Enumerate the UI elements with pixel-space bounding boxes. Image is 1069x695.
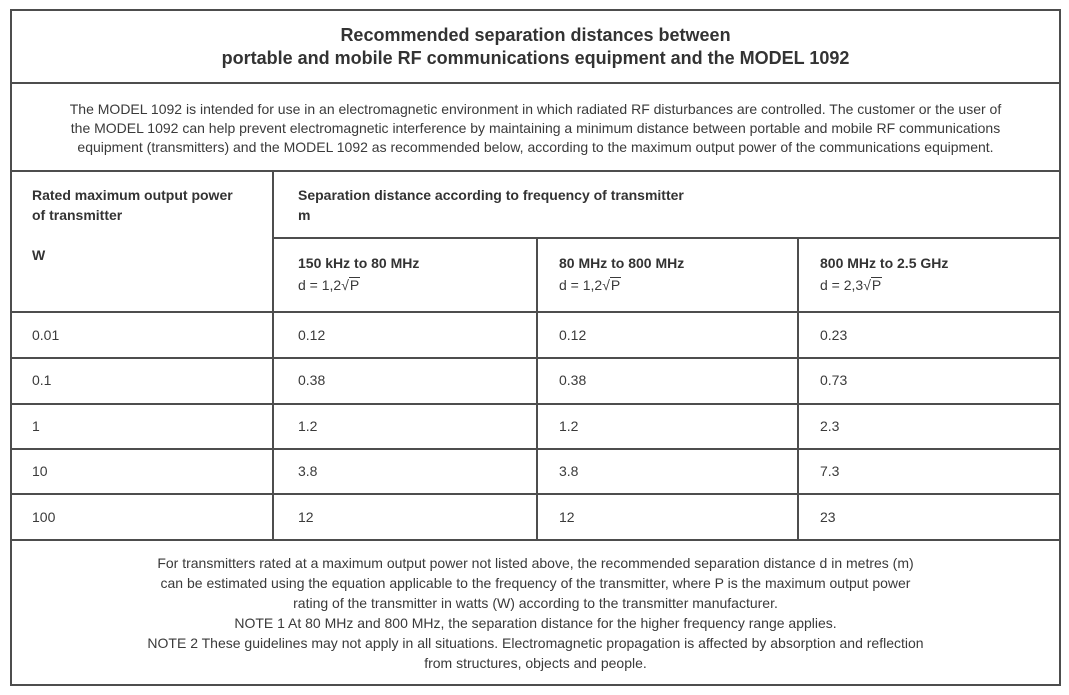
intro-paragraph <box>12 85 1059 171</box>
cell-distance-band-1: 12 <box>298 509 314 525</box>
separation-distance-table <box>10 9 1061 686</box>
divider <box>12 448 1059 450</box>
title-line-2: portable and mobile RF communications equipment and the MODEL 1092 <box>221 48 850 68</box>
cell-distance-band-3: 0.23 <box>820 327 848 343</box>
cell-power: 0.01 <box>32 327 60 343</box>
header-power <box>32 185 262 265</box>
cell-power: 1 <box>32 418 40 434</box>
intro-line-2: the MODEL 1092 can help prevent electromagnetic interference by maintaining a minimum distance between portable and mobile RF communications <box>70 119 1001 136</box>
cell-distance-band-1: 0.12 <box>298 327 326 343</box>
cell-power: 10 <box>32 463 48 479</box>
sqrt-argument: P <box>610 277 621 293</box>
table-title <box>12 11 1059 83</box>
header-distance-group <box>298 185 998 225</box>
cell-distance-band-1: 3.8 <box>298 463 318 479</box>
notes-line-2: can be estimated using the equation applicable to the frequency of the transmitter, where P is the maximum output power <box>160 574 911 591</box>
sqrt-sign: √ <box>602 277 610 293</box>
band-label: 150 kHz to 80 MHz <box>298 255 420 271</box>
note-1: NOTE 1 At 80 MHz and 800 MHz, the separation distance for the higher frequency range applies. <box>234 614 837 631</box>
cell-power: 100 <box>32 509 56 525</box>
cell-distance-band-2: 3.8 <box>559 463 579 479</box>
note-2: NOTE 2 These guidelines may not apply in all situations. Electromagnetic propagation is affected by absorption and reflection <box>147 634 924 651</box>
band-formula <box>298 277 360 293</box>
cell-distance-band-2: 0.12 <box>559 327 587 343</box>
cell-distance-band-3: 7.3 <box>820 463 840 479</box>
cell-distance-band-1: 1.2 <box>298 418 318 434</box>
cell-distance-band-3: 0.73 <box>820 372 848 388</box>
header-power-line-1: Rated maximum output power <box>32 187 233 203</box>
column-divider <box>536 237 538 541</box>
header-band-3 <box>820 255 1050 293</box>
sqrt-symbol <box>602 277 621 293</box>
cell-distance-band-3: 23 <box>820 509 836 525</box>
divider <box>12 357 1059 359</box>
column-divider <box>797 237 799 541</box>
divider <box>12 403 1059 405</box>
intro-line-1: The MODEL 1092 is intended for use in an electromagnetic environment in which radiated RF disturbances are controlled. The customer or the user of <box>69 100 1002 117</box>
note-2-continued: from structures, objects and people. <box>424 654 647 671</box>
cell-distance-band-3: 2.3 <box>820 418 840 434</box>
notes-line-1: For transmitters rated at a maximum output power not listed above, the recommended separation distance d in metres (m) <box>157 554 914 571</box>
header-distance-line-1: Separation distance according to frequency of transmitter <box>298 187 684 203</box>
divider <box>12 82 1059 84</box>
formula-prefix: d = 1,2 <box>298 277 342 293</box>
band-formula <box>559 277 621 293</box>
cell-distance-band-2: 12 <box>559 509 575 525</box>
cell-distance-band-2: 0.38 <box>559 372 587 388</box>
formula-prefix: d = 2,3 <box>820 277 864 293</box>
sqrt-sign: √ <box>341 277 349 293</box>
divider <box>12 311 1059 313</box>
cell-distance-band-2: 1.2 <box>559 418 579 434</box>
header-power-unit: W <box>32 247 46 263</box>
divider <box>12 170 1059 172</box>
divider <box>273 237 1059 239</box>
header-band-2 <box>559 255 789 293</box>
header-band-1 <box>298 255 528 293</box>
header-power-line-2: of transmitter <box>32 207 123 223</box>
sqrt-argument: P <box>349 277 360 293</box>
band-label: 80 MHz to 800 MHz <box>559 255 685 271</box>
sqrt-symbol <box>341 277 360 293</box>
sqrt-argument: P <box>871 277 882 293</box>
divider <box>12 493 1059 495</box>
notes-line-3: rating of the transmitter in watts (W) according to the transmitter manufacturer. <box>293 594 778 611</box>
intro-line-3: equipment (transmitters) and the MODEL 1092 as recommended below, according to the maximum output power of the communications equipment. <box>77 138 994 155</box>
notes-paragraph <box>12 541 1059 684</box>
formula-prefix: d = 1,2 <box>559 277 603 293</box>
band-formula <box>820 277 882 293</box>
sqrt-sign: √ <box>863 277 871 293</box>
band-label: 800 MHz to 2.5 GHz <box>820 255 949 271</box>
sqrt-symbol <box>863 277 882 293</box>
cell-power: 0.1 <box>32 372 52 388</box>
cell-distance-band-1: 0.38 <box>298 372 326 388</box>
header-distance-unit: m <box>298 207 311 223</box>
title-line-1: Recommended separation distances between <box>340 25 731 45</box>
